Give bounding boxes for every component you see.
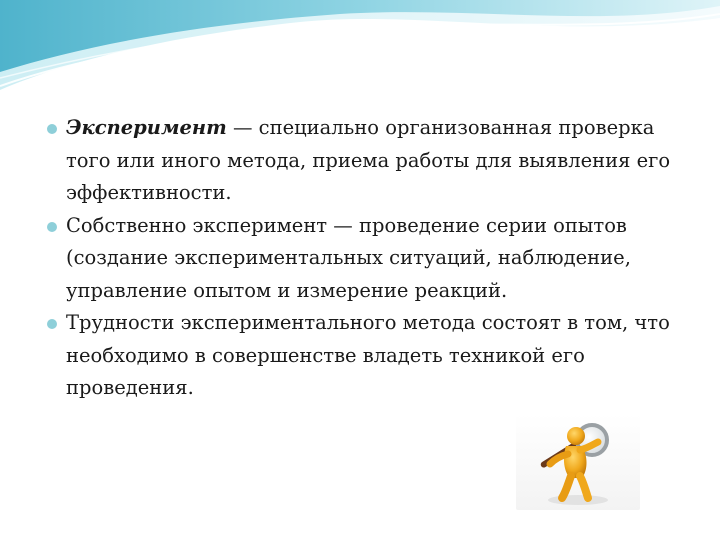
bullet-list <box>44 112 684 405</box>
bullet-item <box>44 112 684 210</box>
bullet-text: Трудности экспериментального метода состоят в том, что необходимо в совершенстве владеть техникой его проведения. <box>66 311 670 399</box>
bullet-item <box>44 307 684 405</box>
bullet-term: Эксперимент <box>66 116 227 139</box>
illustration-figure-with-magnifier <box>516 414 640 510</box>
header-wave-decoration <box>0 0 720 110</box>
bullet-dot-icon <box>47 319 57 329</box>
bullet-item <box>44 210 684 308</box>
bullet-dot-icon <box>47 124 57 134</box>
bullet-dot-icon <box>47 222 57 232</box>
figure-with-magnifying-glass-icon <box>516 414 640 510</box>
bullet-text: — специально организованная проверка того или иного метода, приема работы для выявления его эффективности. <box>66 116 671 204</box>
bullet-text: Собственно эксперимент — проведение серии опытов (создание экспериментальных ситуаций, наблюдение, управление опытом и измерение реакций. <box>66 213 631 302</box>
